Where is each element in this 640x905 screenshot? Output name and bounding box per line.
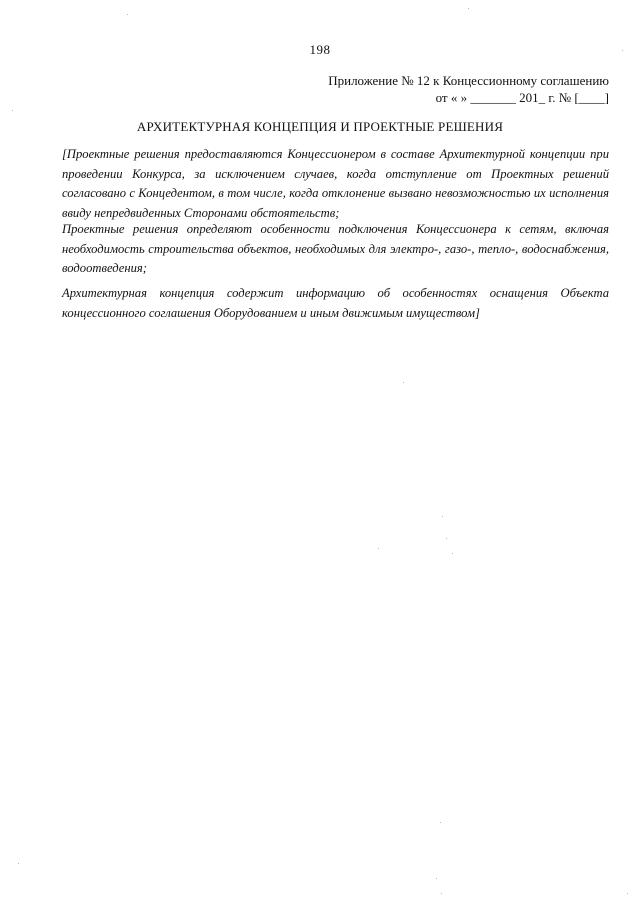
scan-speck xyxy=(440,822,441,823)
scan-speck xyxy=(378,548,379,549)
scan-speck xyxy=(452,553,453,554)
document-title: АРХИТЕКТУРНАЯ КОНЦЕПЦИЯ И ПРОЕКТНЫЕ РЕШЕНИЯ xyxy=(136,119,504,134)
paragraph-1: [Проектные решения предоставляются Концессионером в составе Архитектурной концепции при проведении Конкурса, за исключением случаев, когда отступление от Проектных решений согласовано с Концедентом, в том числе, когда отклонение вызвано невозможностью их исполнения ввиду непредвиденных Сторонами обстоятельств; xyxy=(62,147,609,220)
scan-speck xyxy=(12,110,13,111)
paragraph-3: Архитектурная концепция содержит информацию об особенностях оснащения Объекта концессионного соглашения Оборудованием и иным движимым имуществом] xyxy=(62,286,609,320)
appendix-line-1: Приложение № 12 к Концессионному соглашению xyxy=(328,73,609,88)
scan-speck xyxy=(468,8,469,9)
scan-speck xyxy=(403,382,404,383)
scan-speck xyxy=(627,893,628,894)
scan-speck xyxy=(446,538,447,539)
page-number: 198 xyxy=(309,42,331,57)
appendix-line-2: от « » _______ 201_ г. № [____] xyxy=(435,90,609,105)
scan-speck xyxy=(622,50,623,51)
scan-speck xyxy=(18,863,19,864)
scan-speck xyxy=(441,893,442,894)
scan-speck xyxy=(127,14,128,15)
scan-speck xyxy=(436,878,437,879)
appendix-reference xyxy=(279,72,609,106)
scan-speck xyxy=(442,516,443,517)
paragraph-2: Проектные решения определяют особенности подключения Концессионера к сетям, включая необходимость строительства объектов, необходимых для электро-, газо-, тепло-, водоснабжения, водоотведения; xyxy=(62,222,609,275)
